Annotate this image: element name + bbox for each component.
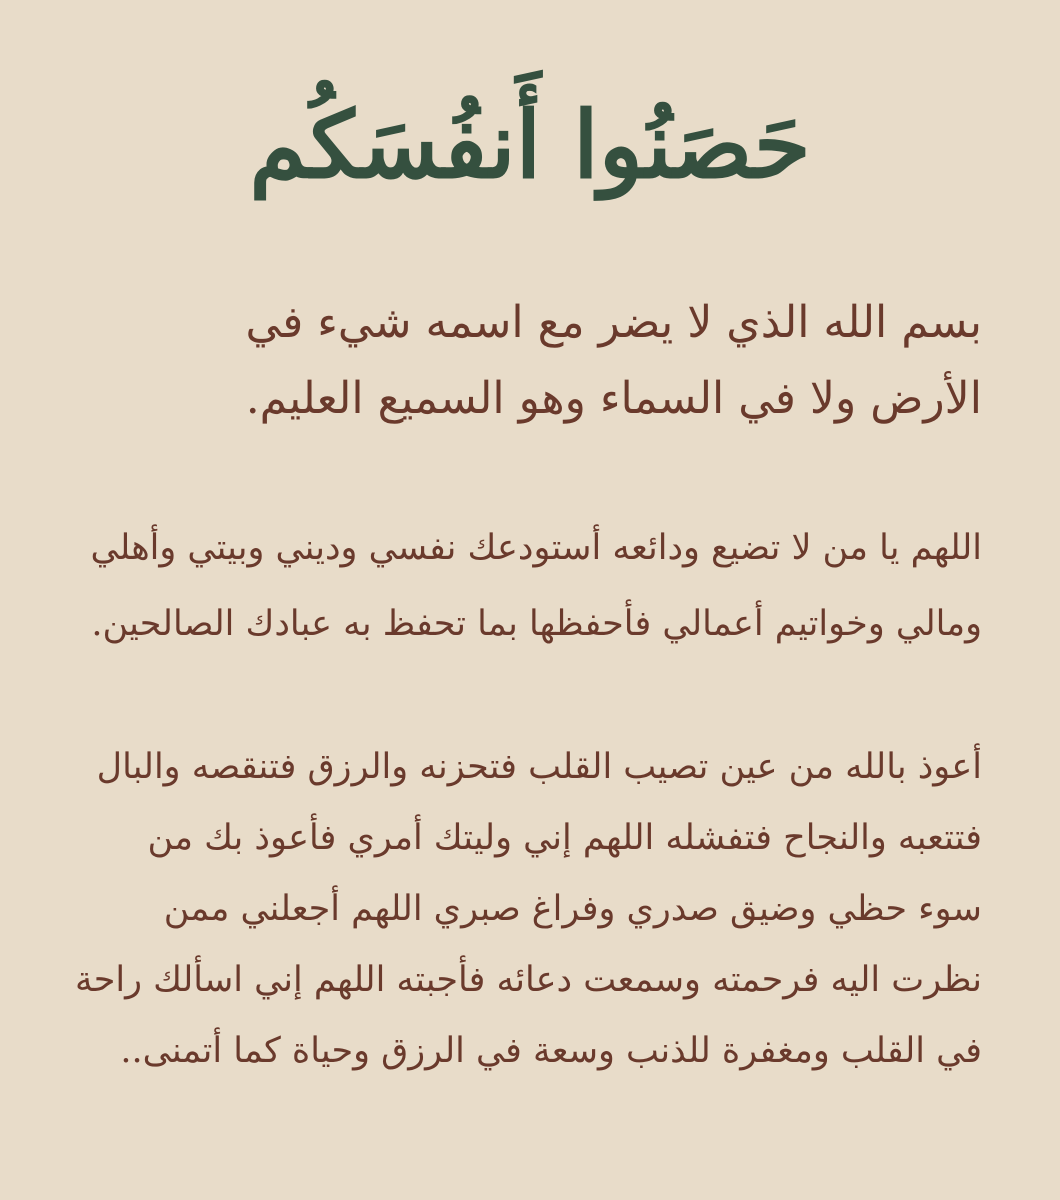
page-title: حَصَنُوا أَنفُسَكُم [249, 91, 811, 199]
paragraph-aoudhu [70, 732, 982, 1087]
paragraph-line: أعوذ بالله من عين تصيب القلب فتحزنه والرزق فتنقصه والبال [96, 747, 982, 787]
paragraph-line: في القلب ومغفرة للذنب وسعة في الرزق وحياة كما أتمنى.. [120, 1031, 982, 1071]
paragraph-line: سوء حظي وضيق صدري وفراغ صبري اللهم أجعلني ممن [163, 889, 982, 929]
paragraph-istawdiuk [70, 510, 982, 662]
paragraph-line: نظرت اليه فرحمته وسمعت دعائه فأجبته اللهم إني اسألك راحة [74, 960, 982, 1000]
paragraph-line: فتتعبه والنجاح فتفشله اللهم إني وليتك أمري فأعوذ بك من [147, 818, 982, 858]
paragraph-line: ومالي وخواتيم أعمالي فأحفظها بما تحفظ به عبادك الصالحين. [91, 604, 982, 644]
paragraph-line: بسم الله الذي لا يضر مع اسمه شيء في [245, 297, 982, 348]
paragraph-line: اللهم يا من لا تضيع ودائعه أستودعك نفسي وديني وبيتي وأهلي [90, 528, 982, 568]
paragraph-line: الأرض ولا في السماء وهو السميع العليم. [245, 373, 982, 424]
paragraph-basmala [70, 285, 982, 437]
